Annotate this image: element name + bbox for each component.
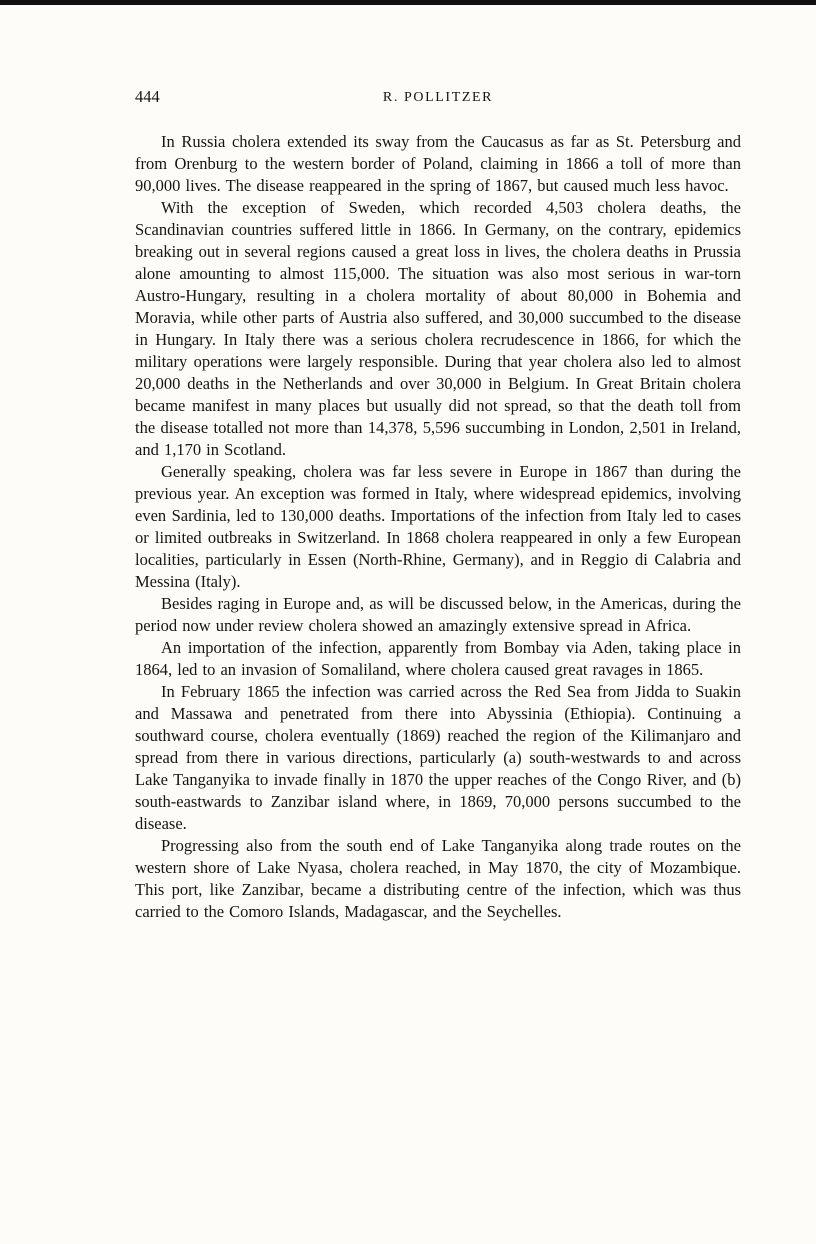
paragraph-russia-1866: In Russia cholera extended its sway from the Caucasus as far as St. Petersburg and from Orenburg to the western border of Poland, claiming in 1866 a toll of more than 90,000 lives. The disease reappeared in the spring of 1867, but caused much less havoc.: [135, 132, 741, 195]
scan-edge-artifact: [0, 0, 816, 5]
page-header: [135, 86, 741, 108]
paragraph-red-sea-spread: In February 1865 the infection was carried across the Red Sea from Jidda to Suakin and Massawa and penetrated from there into Abyssinia (Ethiopia). Continuing a southward course, cholera eventually (1869) reached the region of the Kilimanjaro and spread from there in various directions, particularly (a) south-westwards to and across Lake Tanganyika to invade finally in 1870 the upper reaches of the Congo River, and (b) south-eastwards to Zanzibar island where, in 1869, 70,000 persons succumbed to the disease.: [135, 682, 741, 833]
paragraph-somaliland: An importation of the infection, apparently from Bombay via Aden, taking place in 1864, led to an invasion of Somaliland, where cholera caused great ravages in 1865.: [135, 638, 741, 679]
paragraph-europe-1866: With the exception of Sweden, which recorded 4,503 cholera deaths, the Scandinavian countries suffered little in 1866. In Germany, on the contrary, epidemics breaking out in several regions caused a great loss in lives, the cholera deaths in Prussia alone amounting to almost 115,000. The situation was also most serious in war-torn Austro-Hungary, resulting in a cholera mortality of about 80,000 in Bohemia and Moravia, while other parts of Austria also suffered, and 30,000 succumbed to the disease in Hungary. In Italy there was a serious cholera recrudescence in 1866, for which the military operations were largely responsible. During that year cholera also led to almost 20,000 deaths in the Netherlands and over 30,000 in Belgium. In Great Britain cholera became manifest in many places but usually did not spread, so that the death toll from the disease totalled not more than 14,378, 5,596 succumbing in London, 2,501 in Ireland, and 1,170 in Scotland.: [135, 198, 741, 459]
running-header: R. POLLITZER: [382, 90, 494, 105]
paragraph-africa-intro: Besides raging in Europe and, as will be discussed below, in the Americas, during the period now under review cholera showed an amazingly extensive spread in Africa.: [135, 594, 741, 635]
paragraph-mozambique: Progressing also from the south end of Lake Tanganyika along trade routes on the western shore of Lake Nyasa, cholera reached, in May 1870, the city of Mozambique. This port, like Zanzibar, became a distributing centre of the infection, which was thus carried to the Comoro Islands, Madagascar, and the Seychelles.: [135, 836, 741, 921]
paragraph-europe-1867-1868: Generally speaking, cholera was far less severe in Europe in 1867 than during the previous year. An exception was formed in Italy, where widespread epidemics, involving even Sardinia, led to 130,000 deaths. Importations of the infection from Italy led to cases or limited outbreaks in Switzerland. In 1868 cholera reappeared in only a few European localities, particularly in Essen (North-Rhine, Germany), and in Reggio di Calabria and Messina (Italy).: [135, 462, 741, 591]
page-number: 444: [135, 87, 160, 106]
body-text: [135, 131, 741, 923]
page-content: [135, 86, 741, 923]
